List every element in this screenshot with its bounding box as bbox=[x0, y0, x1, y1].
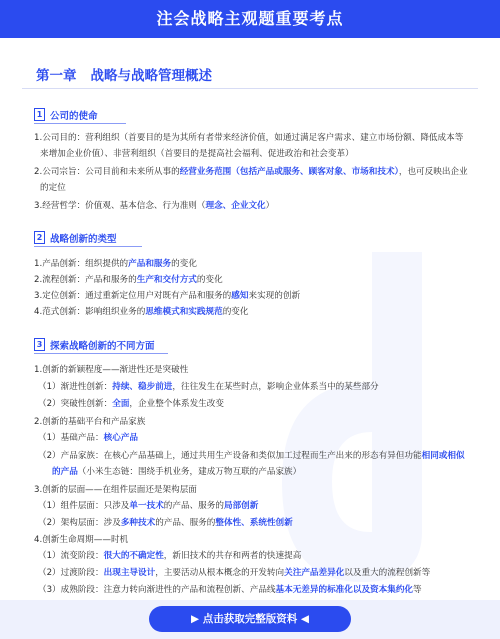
body-text: ，新旧技术的共存和两者的快速提高 bbox=[163, 551, 302, 561]
highlight-text: 相同或相似 bbox=[421, 451, 465, 461]
chapter-name: 战略与战略管理概述 bbox=[90, 68, 212, 84]
section-title: 探索战略创新的不同方面 bbox=[50, 340, 155, 352]
text-line bbox=[34, 258, 197, 270]
text-line bbox=[34, 534, 128, 546]
section-heading-innovation-types bbox=[34, 230, 117, 245]
body-text: 4.范式创新：影响组织业务的 bbox=[34, 307, 146, 317]
chapter-label: 第一章 bbox=[36, 68, 77, 84]
text-line bbox=[38, 450, 465, 462]
body-text: 1.产品创新：组织提供的 bbox=[34, 259, 129, 269]
body-text: 的变化 bbox=[171, 259, 197, 269]
text-line bbox=[34, 132, 463, 144]
highlight-text: 感知 bbox=[231, 291, 249, 301]
highlight-text: 的产品 bbox=[52, 467, 78, 477]
highlight-text: 关注产品差异化 bbox=[284, 568, 345, 578]
body-text: （2）突破性创新： bbox=[38, 399, 113, 409]
body-text: （2）过渡阶段： bbox=[38, 568, 104, 578]
body-text: ，往往发生在某些时点，影响企业体系当中的某些部分 bbox=[172, 382, 379, 392]
body-text: 的定位 bbox=[40, 183, 66, 193]
section-underline bbox=[34, 123, 126, 124]
highlight-text: 出现主导设计 bbox=[103, 568, 156, 578]
body-text: 2.公司宗旨：公司目前和未来所从事的 bbox=[34, 167, 180, 177]
chapter-divider bbox=[22, 88, 478, 89]
highlight-text: 持续、稳步前进 bbox=[112, 382, 173, 392]
body-text: 来增加企业价值）、非营利组织（首要目的是提高社会福利、促进政治和社会变革） bbox=[40, 149, 354, 159]
section-underline bbox=[34, 246, 142, 247]
text-line bbox=[38, 398, 224, 410]
highlight-text: 生产和交付方式 bbox=[136, 275, 197, 285]
section-number: 1 bbox=[34, 108, 45, 121]
logo-watermark-icon bbox=[252, 232, 452, 592]
body-text: 的变化 bbox=[196, 275, 223, 285]
highlight-text: 很大的不确定性 bbox=[103, 551, 164, 561]
highlight-text: 全面 bbox=[112, 399, 130, 409]
body-text: 3.定位创新：通过重新定位用户对既有产品和服务的 bbox=[34, 291, 232, 301]
get-full-version-button[interactable]: ▶ 点击获取完整版资料 ◀ bbox=[149, 606, 351, 632]
text-line bbox=[52, 466, 301, 478]
text-line bbox=[38, 584, 422, 596]
body-text: 3.创新的层面——在组件层面还是架构层面 bbox=[34, 485, 197, 495]
text-line bbox=[34, 166, 468, 178]
body-text: （1）渐进性创新： bbox=[38, 382, 113, 392]
body-text: 以及重大的流程创新等 bbox=[344, 568, 431, 578]
text-line bbox=[40, 148, 354, 160]
section-title: 公司的使命 bbox=[50, 110, 98, 122]
highlight-text: 多种技术 bbox=[120, 518, 156, 528]
text-line bbox=[34, 364, 188, 376]
body-text: （1）流变阶段： bbox=[38, 551, 104, 561]
text-line bbox=[34, 306, 248, 318]
body-text: 2.流程创新：产品和服务的 bbox=[34, 275, 137, 285]
body-text: 2.创新的基础平台和产品家族 bbox=[34, 417, 146, 427]
highlight-text: 产品和服务 bbox=[128, 259, 172, 269]
highlight-text: 经营业务范围（包括产品或服务、顾客对象、市场和技术） bbox=[179, 167, 399, 177]
body-text: ，企业整个体系发生改变 bbox=[129, 399, 224, 409]
body-text: 的产品、服务的 bbox=[163, 501, 224, 511]
body-text: 1.创新的新颖程度——渐进性还是突破性 bbox=[34, 365, 189, 375]
highlight-text: 理念、企业文化 bbox=[205, 201, 266, 211]
body-text: （2）产品家族：在核心产品基础上，通过共用生产设备和类似加工过程而生产出来的形态有异但功能 bbox=[38, 451, 422, 461]
text-line bbox=[38, 567, 430, 579]
section-heading-innovation-aspects bbox=[34, 337, 155, 352]
text-line bbox=[34, 274, 223, 286]
text-line bbox=[40, 182, 66, 194]
body-text: （1）组件层面：只涉及 bbox=[38, 501, 130, 511]
highlight-text: 核心产品 bbox=[103, 433, 139, 443]
page-header bbox=[0, 0, 500, 38]
section-number: 3 bbox=[34, 338, 45, 351]
body-text: 3.经营哲学：价值观、基本信念、行为准则（ bbox=[34, 201, 206, 211]
body-text: 的变化 bbox=[222, 307, 249, 317]
body-text: 来实现的创新 bbox=[248, 291, 301, 301]
text-line bbox=[38, 381, 379, 393]
section-heading-mission bbox=[34, 107, 98, 122]
text-line bbox=[38, 500, 258, 512]
body-text: ） bbox=[265, 201, 275, 211]
body-text: 的产品、服务的 bbox=[155, 518, 216, 528]
highlight-text: 基本无差异的标准化以及资本集约化 bbox=[275, 585, 414, 595]
highlight-text: 整体性、系统性创新 bbox=[215, 518, 293, 528]
body-text: （2）架构层面：涉及 bbox=[38, 518, 121, 528]
body-text: （3）成熟阶段：注意力转向渐进性的产品和流程创新、产品线 bbox=[38, 585, 276, 595]
body-text: 1.公司目的：营利组织（首要目的是为其所有者带来经济价值，如通过满足客户需求、建立市场份额、降低成本等 bbox=[34, 133, 464, 143]
body-text: （小米生态链：围绕手机业务，建成万物互联的产品家族） bbox=[77, 467, 302, 477]
body-text: ，也可反映出企业 bbox=[398, 167, 468, 177]
text-line bbox=[38, 550, 301, 562]
body-text: 4.创新生命周期——时机 bbox=[34, 535, 129, 545]
text-line bbox=[34, 200, 274, 212]
body-text: 等 bbox=[413, 585, 422, 595]
chapter-title bbox=[36, 64, 212, 84]
text-line bbox=[38, 432, 138, 444]
header-title: 注会战略主观题重要考点 bbox=[156, 9, 344, 28]
body-text: ，主要活动从根本概念的开发转向 bbox=[155, 568, 285, 578]
section-title: 战略创新的类型 bbox=[50, 233, 117, 245]
highlight-text: 单一技术 bbox=[129, 501, 164, 511]
section-underline bbox=[34, 353, 168, 354]
highlight-text: 思维模式和实践规范 bbox=[145, 307, 223, 317]
text-line bbox=[38, 517, 293, 529]
text-line bbox=[34, 416, 145, 428]
body-text: （1）基础产品： bbox=[38, 433, 104, 443]
text-line bbox=[34, 484, 197, 496]
section-number: 2 bbox=[34, 231, 45, 244]
text-line bbox=[34, 290, 300, 302]
highlight-text: 局部创新 bbox=[223, 501, 259, 511]
